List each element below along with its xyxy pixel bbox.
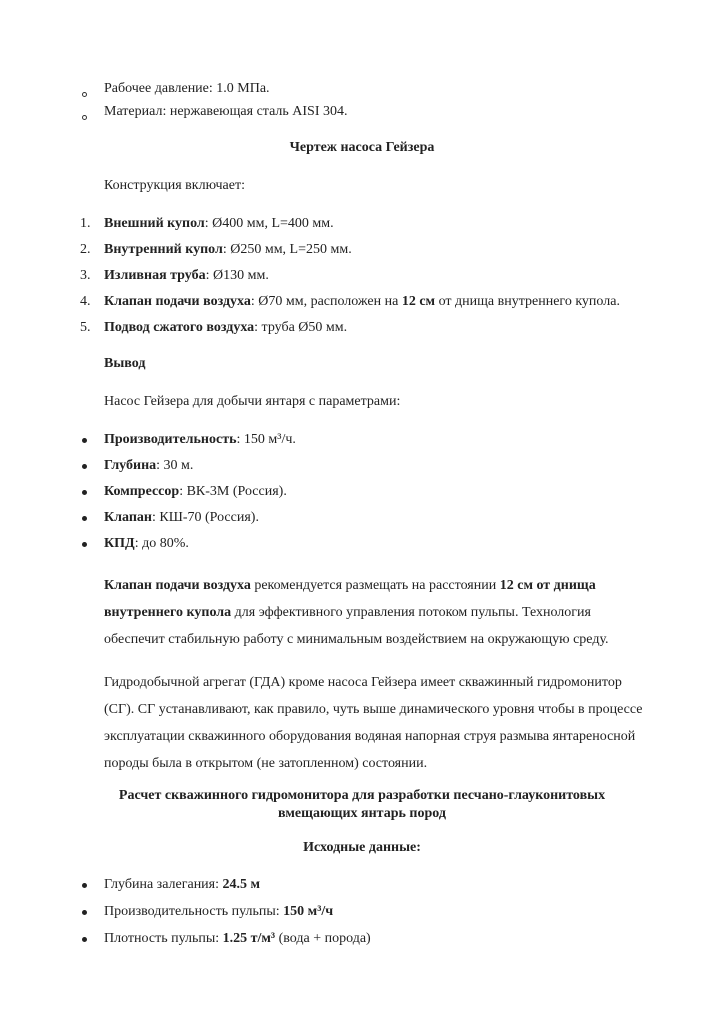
list-item (104, 293, 620, 311)
list-item (104, 930, 371, 948)
item-text: : Ø400 мм, L=400 мм. (204, 216, 334, 231)
list-item (104, 457, 193, 475)
list-number: 3. (80, 268, 91, 283)
plain-phrase: рекомендуется размещать на расстоянии (250, 578, 500, 593)
bullet-icon (82, 910, 87, 915)
list-item (104, 903, 333, 921)
drawing-title: Чертеж насоса Гейзера (289, 140, 435, 155)
list-number: 4. (80, 294, 91, 309)
bullet-icon (82, 542, 87, 547)
item-text: : труба Ø50 мм. (254, 320, 348, 335)
item-label: Производительность (104, 432, 237, 447)
bold-phrase: 12 см от днища (499, 578, 596, 593)
item-label: Внешний купол (104, 216, 205, 231)
item-text: : Ø70 мм, расположен на (250, 294, 402, 309)
paragraph-line: эксплуатации скважинного оборудования водяная напорная струя размыва янтареносной (104, 729, 636, 744)
item-text: Плотность пульпы: (104, 931, 223, 946)
list-item (104, 215, 334, 233)
list-item (104, 431, 296, 449)
bold-phrase: внутреннего купола (104, 605, 232, 620)
item-text: Производительность пульпы: (104, 904, 284, 919)
conclusion-heading: Вывод (104, 356, 146, 371)
item-label: Клапан (104, 510, 152, 525)
bullet-icon (82, 516, 87, 521)
list-item (104, 509, 259, 527)
sub-list-item: Материал: нержавеющая сталь AISI 304. (104, 104, 348, 119)
item-text: : ВК-3М (Россия). (179, 484, 287, 499)
list-item (104, 535, 189, 553)
circle-bullet-icon (82, 115, 87, 120)
item-value: 150 м³/ч (283, 904, 334, 919)
input-data-heading: Исходные данные: (303, 840, 421, 855)
item-label: Глубина (104, 458, 157, 473)
item-tail: (вода + порода) (275, 931, 371, 946)
list-number: 5. (80, 320, 91, 335)
bullet-icon (82, 464, 87, 469)
list-item (104, 483, 287, 501)
item-text: : 150 м³/ч. (236, 432, 296, 447)
list-item (104, 876, 260, 894)
item-bold-value: 12 см (401, 294, 436, 309)
item-label: Изливная труба (104, 268, 206, 283)
paragraph-line (104, 577, 596, 595)
item-text: : до 80%. (134, 536, 189, 551)
conclusion-intro: Насос Гейзера для добычи янтаря с параметрами: (104, 394, 401, 409)
bullet-icon (82, 490, 87, 495)
sub-list-item: Рабочее давление: 1.0 МПа. (104, 81, 270, 96)
item-text: : Ø250 мм, L=250 мм. (222, 242, 352, 257)
item-text: : КШ-70 (Россия). (151, 510, 259, 525)
item-label: Компрессор (104, 484, 180, 499)
item-tail: от днища внутреннего купола. (435, 294, 620, 309)
circle-bullet-icon (82, 92, 87, 97)
item-value: 1.25 т/м³ (222, 931, 276, 946)
paragraph-line (104, 604, 591, 622)
list-item (104, 319, 347, 337)
list-item (104, 241, 352, 259)
calc-title-line1: Расчет скважинного гидромонитора для разработки песчано-глауконитовых (118, 788, 606, 803)
item-text: : Ø130 мм. (205, 268, 269, 283)
item-label: Внутренний купол (104, 242, 223, 257)
item-text: Глубина залегания: (104, 877, 223, 892)
item-label: Подвод сжатого воздуха (104, 320, 255, 335)
bullet-icon (82, 883, 87, 888)
paragraph-line: (СГ). СГ устанавливают, как правило, чуть выше динамического уровня чтобы в процессе (104, 702, 643, 717)
list-number: 1. (80, 216, 91, 231)
construction-intro: Конструкция включает: (104, 178, 245, 193)
item-label: Клапан подачи воздуха (104, 294, 251, 309)
plain-phrase: для эффективного управления потоком пульпы. Технология (231, 605, 591, 620)
item-text: : 30 м. (156, 458, 194, 473)
item-value: 24.5 м (222, 877, 261, 892)
paragraph-line: Гидродобычной агрегат (ГДА) кроме насоса Гейзера имеет скважинный гидромонитор (104, 675, 622, 690)
bullet-icon (82, 438, 87, 443)
calc-title-line2: вмещающих янтарь пород (278, 806, 446, 821)
list-item (104, 267, 269, 285)
bullet-icon (82, 937, 87, 942)
paragraph-line: обеспечит стабильную работу с минимальным воздействием на окружающую среду. (104, 632, 609, 647)
paragraph-line: породы была в открытом (не затопленном) состоянии. (104, 756, 428, 771)
bold-phrase: Клапан подачи воздуха (104, 578, 251, 593)
item-label: КПД (104, 536, 135, 551)
list-number: 2. (80, 242, 91, 257)
